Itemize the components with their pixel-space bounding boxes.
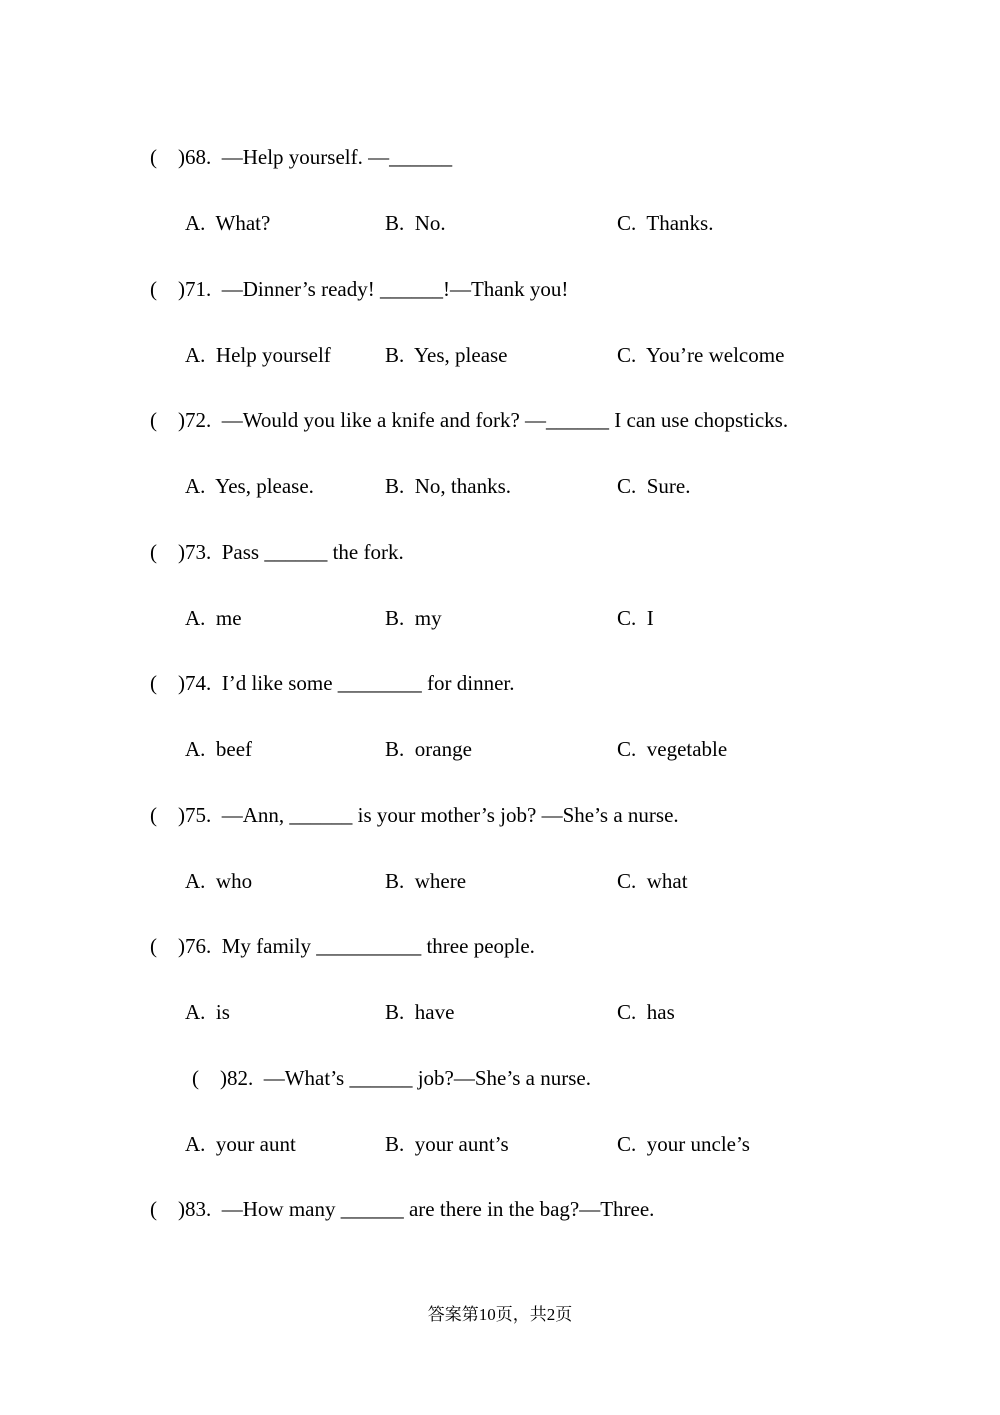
question-68-option-b: B. No.	[385, 211, 446, 235]
question-82-option-b: B. your aunt’s	[385, 1132, 509, 1156]
question-71-option-b: B. Yes, please	[385, 343, 508, 367]
question-76-option-a: A. is	[185, 1000, 230, 1024]
question-68: ( )68. —Help yourself. —______	[150, 145, 453, 169]
question-82-option-a: A. your aunt	[185, 1132, 296, 1156]
question-72: ( )72. —Would you like a knife and fork? —______ I can use chopsticks.	[150, 408, 789, 432]
question-74-option-b: B. orange	[385, 737, 472, 761]
question-82: ( )82. —What’s ______ job?—She’s a nurse.	[192, 1066, 591, 1090]
question-82-options	[0, 1133, 1000, 1161]
question-72-option-c: C. Sure.	[617, 474, 691, 498]
question-76: ( )76. My family __________ three people.	[150, 934, 535, 958]
question-74-option-c: C. vegetable	[617, 737, 728, 761]
question-73-option-b: B. my	[385, 606, 442, 630]
question-83: ( )83. —How many ______ are there in the bag?—Three.	[150, 1197, 655, 1221]
question-75-option-c: C. what	[617, 869, 688, 893]
question-71-option-a: A. Help yourself	[185, 343, 331, 367]
page-footer: 答案第10页，共2页	[427, 1305, 573, 1324]
question-76-option-c: C. has	[617, 1000, 675, 1024]
question-82-option-c: C. your uncle’s	[617, 1132, 750, 1156]
question-76-options	[0, 1001, 1000, 1029]
question-74: ( )74. I’d like some ________ for dinner.	[150, 671, 515, 695]
question-73: ( )73. Pass ______ the fork.	[150, 540, 404, 564]
question-73-options	[0, 607, 1000, 635]
question-71-options	[0, 344, 1000, 372]
question-73-option-c: C. I	[617, 606, 654, 630]
question-76-option-b: B. have	[385, 1000, 455, 1024]
question-74-options	[0, 738, 1000, 766]
question-72-options	[0, 475, 1000, 503]
question-75-option-a: A. who	[185, 869, 253, 893]
question-68-option-a: A. What?	[185, 211, 271, 235]
question-72-option-b: B. No, thanks.	[385, 474, 511, 498]
question-74-option-a: A. beef	[185, 737, 253, 761]
question-73-option-a: A. me	[185, 606, 242, 630]
question-71: ( )71. —Dinner’s ready! ______!—Thank you!	[150, 277, 569, 301]
question-75-option-b: B. where	[385, 869, 467, 893]
question-72-option-a: A. Yes, please.	[185, 474, 314, 498]
question-75: ( )75. —Ann, ______ is your mother’s job? —She’s a nurse.	[150, 803, 679, 827]
question-68-options	[0, 212, 1000, 240]
question-75-options	[0, 870, 1000, 898]
question-71-option-c: C. You’re welcome	[617, 343, 785, 367]
question-68-option-c: C. Thanks.	[617, 211, 714, 235]
